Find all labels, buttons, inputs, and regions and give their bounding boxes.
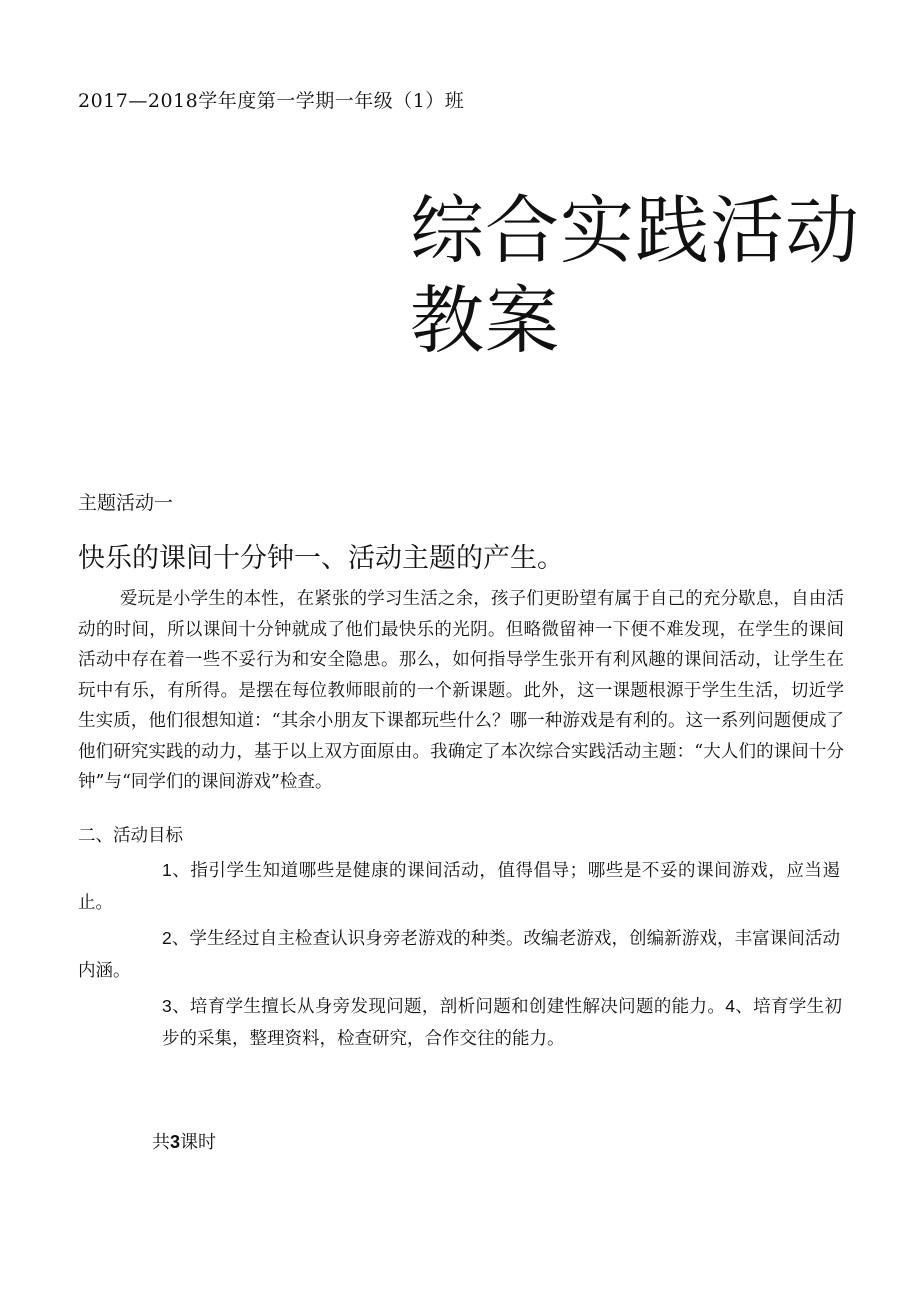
title-line-2: 教案 (410, 278, 560, 364)
goal-item-2 (78, 922, 840, 987)
document-title (410, 186, 860, 366)
goal-text: 、指引学生知道哪些是健康的课间活动，值得倡导；哪些是不妥的课间游戏，应当遏止。 (78, 861, 840, 913)
total-prefix: 共 (152, 1132, 170, 1153)
goal-text: 、培育学生初步的采集，整理资料，检查研究，合作交往的能力。 (162, 997, 843, 1049)
section-heading: 快乐的课间十分钟一、活动主题的产生。 (78, 543, 564, 574)
total-suffix: 课时 (180, 1132, 217, 1153)
total-lessons (152, 1128, 216, 1154)
goal-text: 、培育学生擅长从身旁发现问题，剖析问题和创建性解决问题的能力。 (171, 997, 726, 1017)
goal-text: 、学生经过自主检查认识身旁老游戏的种类。改编老游戏，创编新游戏，丰富课间活动内涵。 (78, 929, 840, 981)
title-line-1: 综合实践活动 (410, 188, 860, 274)
intro-paragraph: 爱玩是小学生的本性，在紧张的学习生活之余，孩子们更盼望有属于自己的充分歇息，自由活动的时间，所以课间十分钟就成了他们最快乐的光阴。但略微留神一下便不难发现，在学生的课间活动中存在着一些不妥行为和安全隐患。那么，如何指导学生张开有利风趣的课间活动，让学生在玩中有乐，有所得。是摆在每位教师眼前的一个新课题。此外，这一课题根源于学生生活，切近学生实质，他们很想知道：“其余小朋友下课都玩些什么？哪一种游戏是有利的。这一系列问题便成了他们研究实践的动力，基于以上双方面原由。我确定了本次综合实践活动主题：“大人们的课间十分钟”与“同学们的课间游戏”检查。 (78, 589, 844, 792)
term-class-line: 2017—2018学年度第一学期一年级（1）班 (78, 90, 465, 112)
theme-label: 主题活动一 (78, 492, 174, 514)
goal-item-1 (78, 854, 840, 919)
goal-number: 2 (162, 928, 172, 948)
goal-number: 1 (162, 860, 172, 880)
total-number: 3 (170, 1132, 181, 1152)
goals-title: 二、活动目标 (78, 826, 183, 846)
goal-number: 3 (162, 996, 172, 1016)
goal-item-3-4 (162, 990, 842, 1055)
goal-number: 4 (725, 996, 735, 1016)
